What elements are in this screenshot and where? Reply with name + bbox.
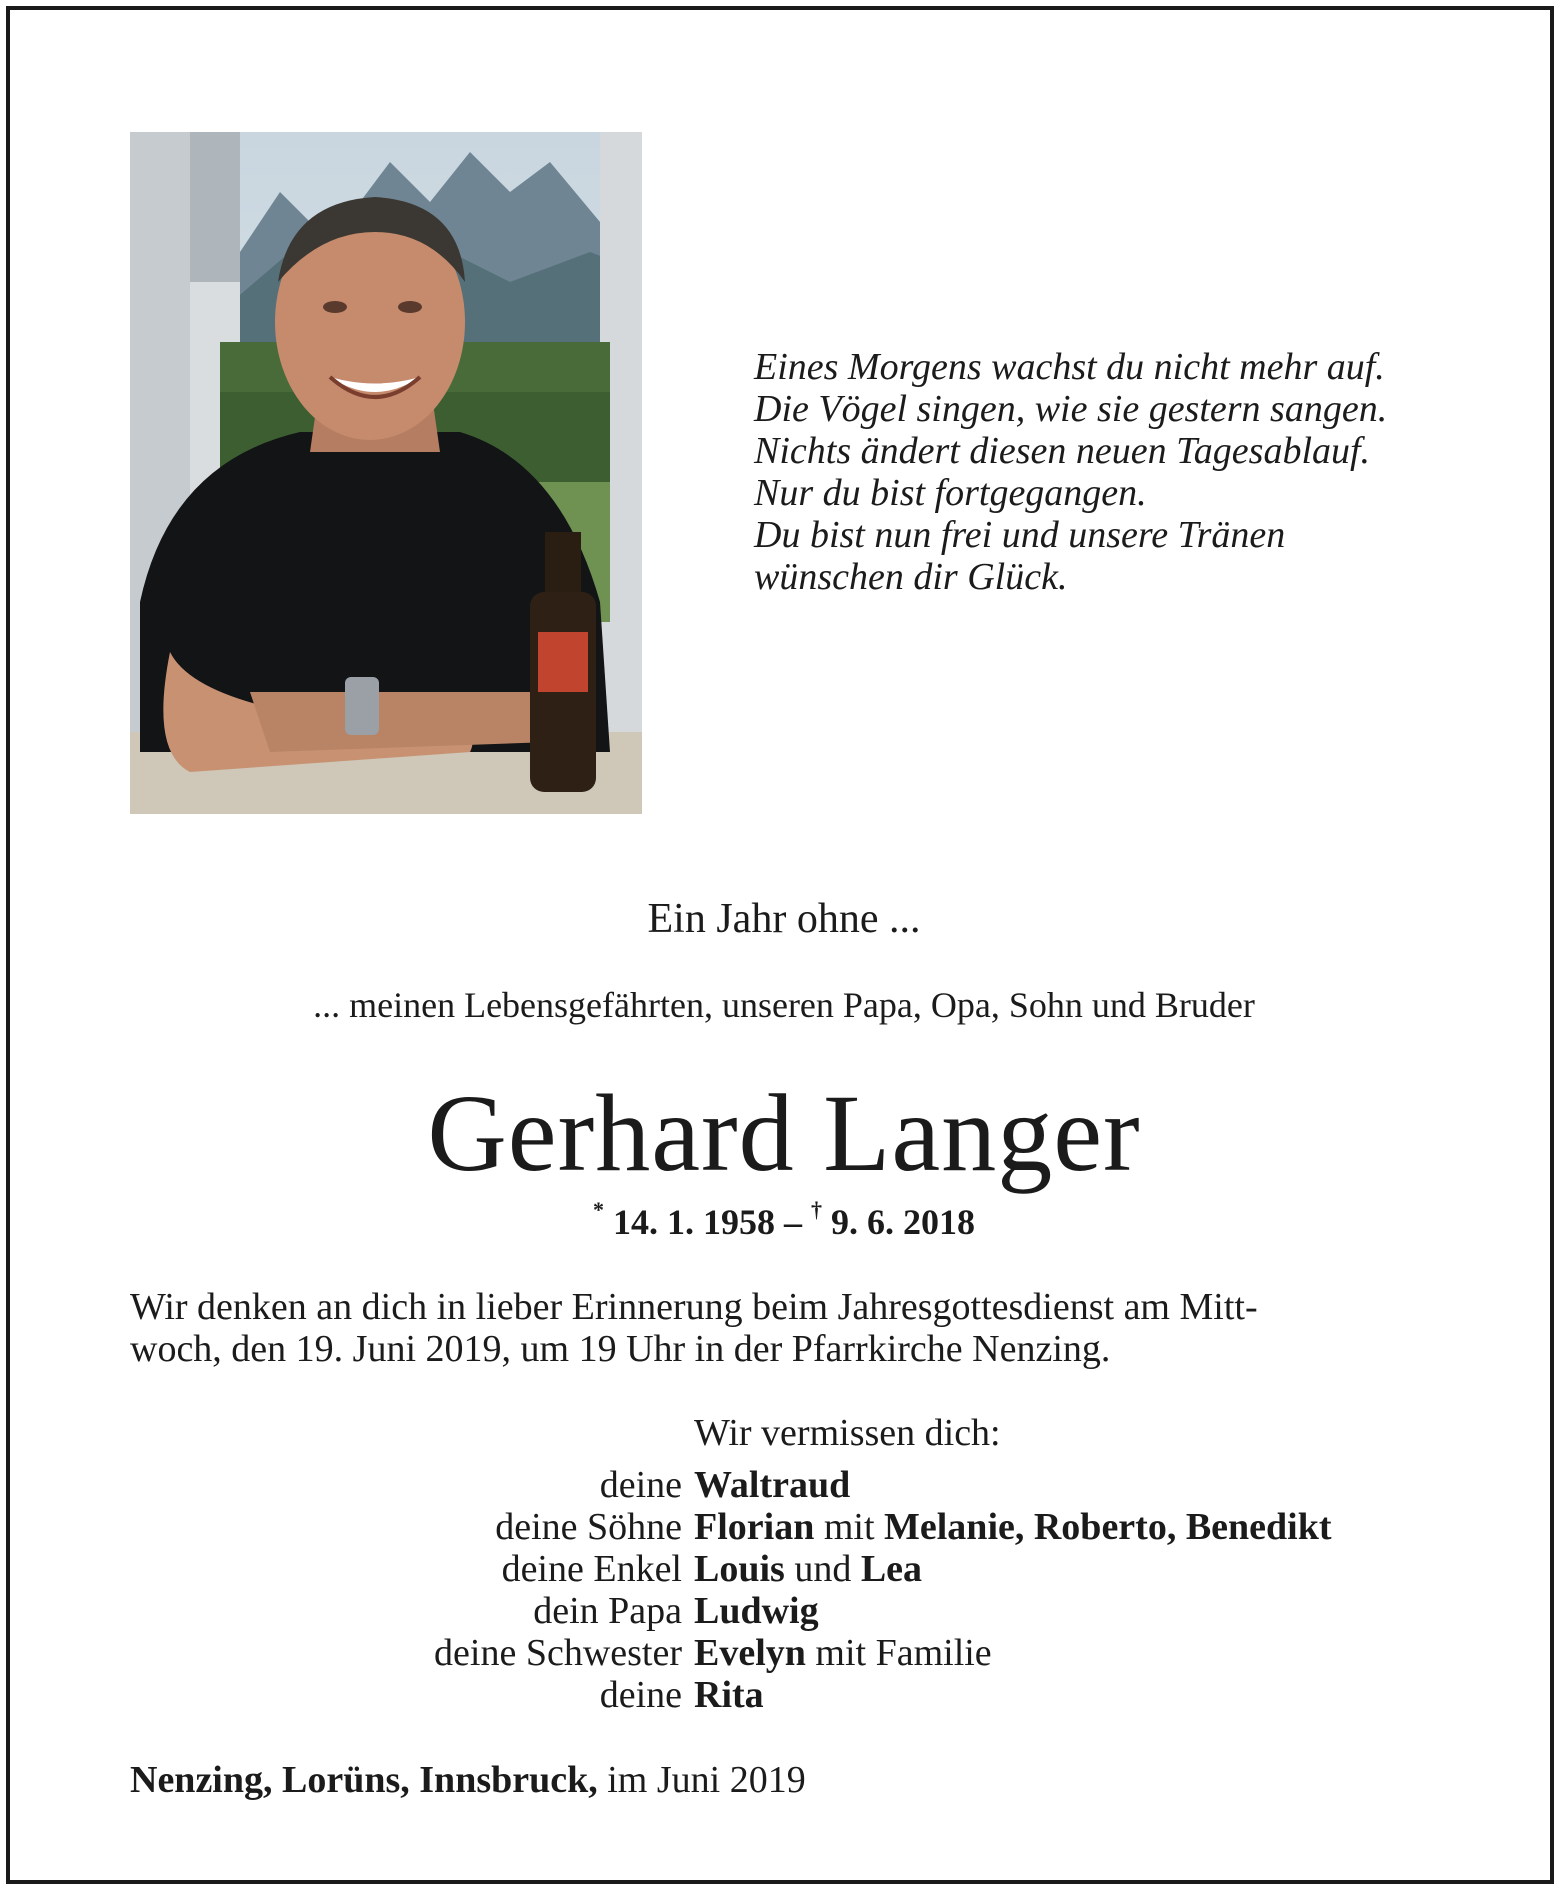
- memorial-line: woch, den 19. Juni 2019, um 19 Uhr in der Pfarrkirche Nenzing.: [130, 1328, 1111, 1370]
- mourner-relation: deine: [599, 1464, 682, 1506]
- subline: ... meinen Lebensgefährten, unseren Papa, Opa, Sohn und Bruder: [313, 985, 1255, 1025]
- life-dates: [0, 1197, 1568, 1243]
- mourner-relation: deine Schwester: [434, 1632, 682, 1674]
- mourner-names: [694, 1631, 992, 1675]
- poem-line: Nichts ändert diesen neuen Tagesablauf.: [754, 430, 1371, 472]
- memorial-text: [130, 1286, 1440, 1370]
- mourner-names: [694, 1463, 850, 1507]
- mourner-row: [0, 1589, 1568, 1631]
- mourners-list: [0, 1463, 1568, 1715]
- mourner-row: [0, 1505, 1568, 1547]
- place-and-date: [130, 1758, 806, 1802]
- date-separator: –: [775, 1202, 811, 1242]
- mourner-names: [694, 1589, 819, 1633]
- poem-line: Nur du bist fortgegangen.: [754, 472, 1147, 514]
- mourner-join: mit: [814, 1506, 885, 1548]
- mourner-names: [694, 1547, 922, 1591]
- mourner-name: Lea: [860, 1548, 923, 1590]
- poem-line: Du bist nun frei und unsere Tränen: [754, 514, 1286, 556]
- mourner-names: [694, 1505, 1332, 1549]
- mourner-name: Ludwig: [694, 1590, 819, 1632]
- mourner-relation: deine Enkel: [501, 1548, 682, 1590]
- mourner-name: Florian: [694, 1506, 815, 1548]
- mourner-relation: deine Söhne: [495, 1506, 682, 1548]
- mourner-row: [0, 1547, 1568, 1589]
- mourner-name: Louis: [694, 1548, 785, 1590]
- memorial-line: Wir denken an dich in lieber Erinnerung beim Jahresgottesdienst am Mitt-: [130, 1286, 1258, 1328]
- mourner-join: mit Familie: [805, 1632, 992, 1674]
- birth-date: 14. 1. 1958: [613, 1202, 775, 1242]
- death-date: 9. 6. 2018: [831, 1202, 975, 1242]
- mourner-names: [694, 1673, 764, 1717]
- mourner-name: Evelyn: [694, 1632, 806, 1674]
- mourner-name: Melanie, Roberto, Benedikt: [884, 1506, 1332, 1548]
- birth-symbol: *: [593, 1197, 604, 1222]
- mourner-name: Rita: [694, 1674, 764, 1716]
- footer-places: Nenzing, Lorüns, Innsbruck,: [130, 1759, 598, 1801]
- footer-date: im Juni 2019: [597, 1759, 806, 1801]
- deceased-name: Gerhard Langer: [427, 1072, 1141, 1194]
- poem-line: Eines Morgens wachst du nicht mehr auf.: [754, 346, 1385, 388]
- headline: Ein Jahr ohne ...: [647, 896, 921, 942]
- portrait-photo: [130, 132, 642, 814]
- mourner-row: [0, 1673, 1568, 1715]
- death-symbol: †: [811, 1197, 822, 1222]
- mourner-row: [0, 1463, 1568, 1505]
- mourners-title: Wir vermissen dich:: [694, 1412, 1001, 1454]
- mourner-row: [0, 1631, 1568, 1673]
- poem: [754, 346, 1474, 598]
- poem-line: wünschen dir Glück.: [754, 556, 1068, 598]
- mourner-relation: dein Papa: [533, 1590, 682, 1632]
- mourner-join: und: [784, 1548, 861, 1590]
- mourner-relation: deine: [599, 1674, 682, 1716]
- poem-line: Die Vögel singen, wie sie gestern sangen.: [754, 388, 1388, 430]
- mourner-name: Waltraud: [694, 1464, 851, 1506]
